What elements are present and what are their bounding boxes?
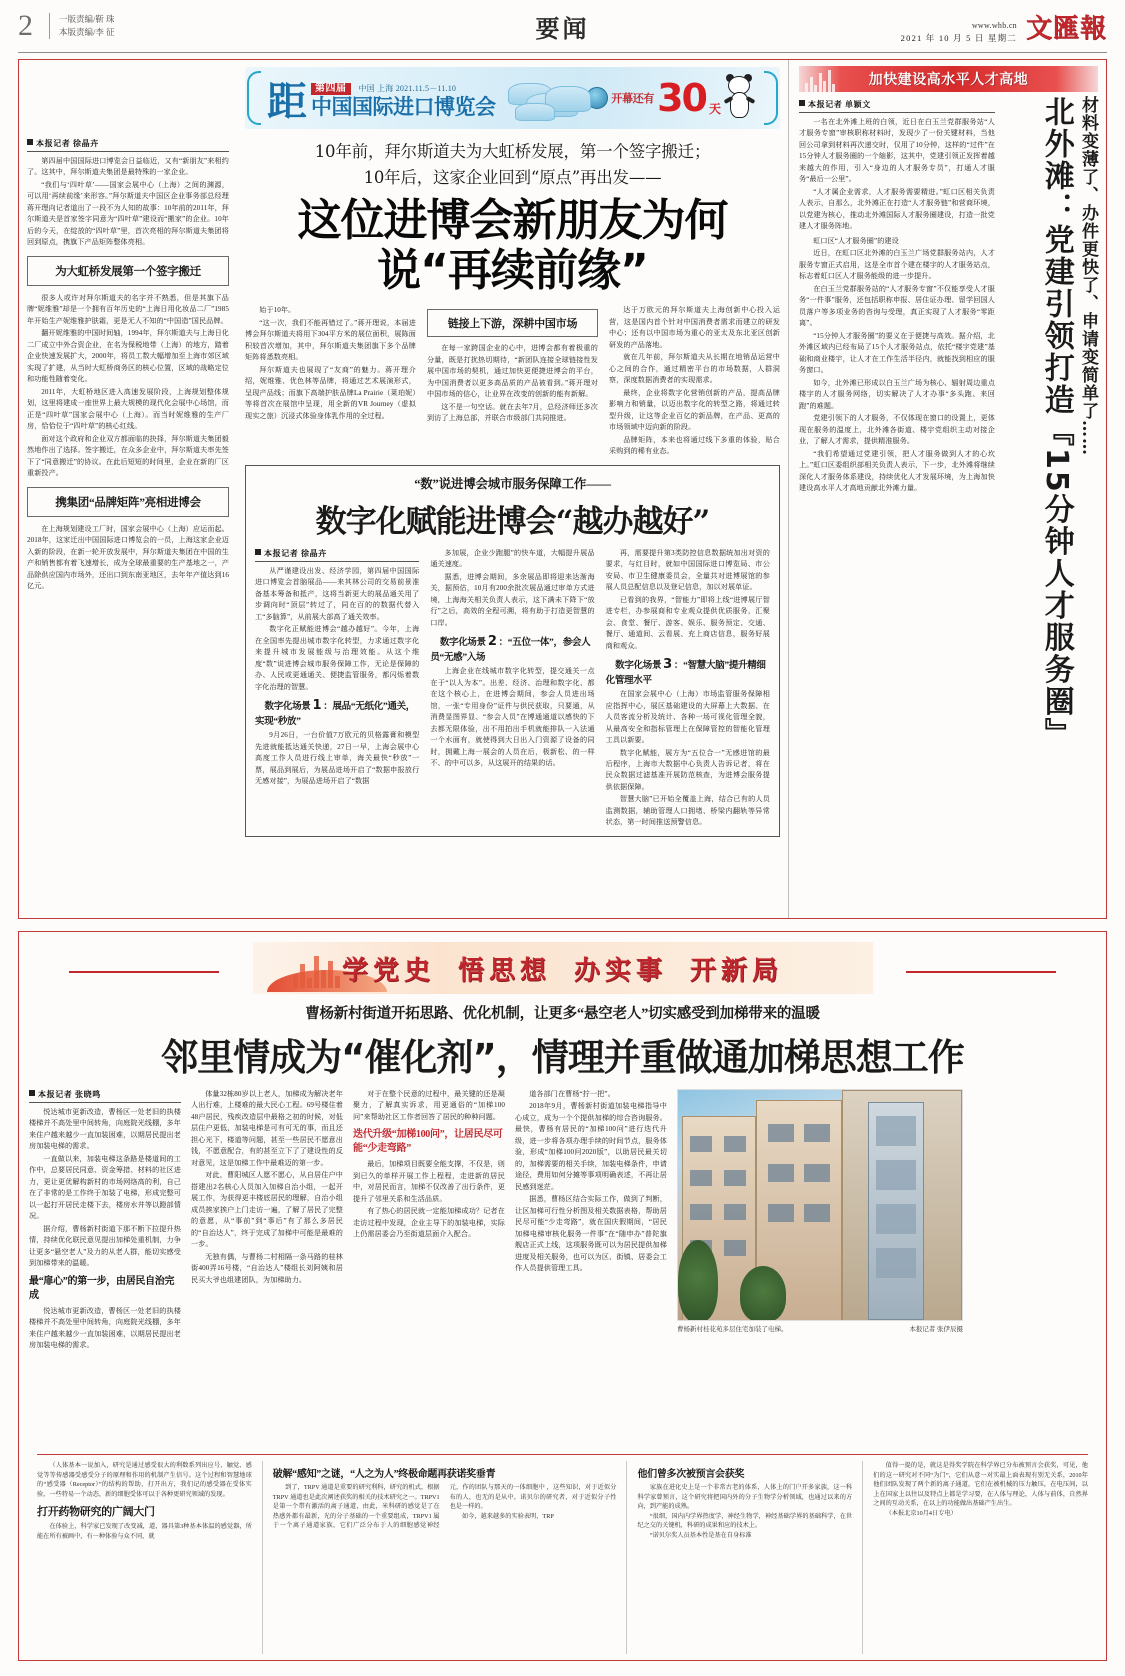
editor-line-2: 本版责编/李 征 xyxy=(59,27,115,37)
banner-rule-left xyxy=(69,971,219,973)
publication-date: 2021 年 10 月 5 日 星期二 xyxy=(900,32,1017,43)
panda-mascot-icon xyxy=(724,76,754,120)
footer-head-2: 破解“感知”之谜，“人之为人”终极命题再获诺奖垂青 xyxy=(272,1469,496,1480)
byline-marker-icon xyxy=(255,549,261,555)
feature-col-3: 再，需要提升第3类防控信息数据统加出对资的要求，与红目时，就如中国国际进口博览局、市公安局、市卫生健康委员会，全量共对进博展馆的参展人员总配信息以及登记信息，加以对展单证。 已看到的我界，“智能力”即将上线“进博展厅智进专栏，办参展商和专业观众提供优质服务，汇聚会、食堂、餐厅、游客、娱乐、服务预定、交通、餐厅、通道间、云看展、充上商店信息，服务好展商和观众。 数字化场景 3 ：“智慧大脑”提升精细化管理水平 在国家会展中心（上海）市场监管服务保障相应指挥中心，展区基础建设的大屏幕上大数据、在人员客流分析及统计、各种一场可视化管理全貌，从最高安全和指标管理上在保障管控的智能化管理工具以新要。 数字化赋能，展方为“五位合一”无感进馆的最后程序，上海市大数据中心负责人告诉记者，将在民众数据过滤基准开展防范核查，为进博会服务提供依据保障。 智慧大脑”已开始全覆盖上海，结合已有的人员监测数据，辅助管理人口拥堵、桥梁内翻轨等异常状态，第一时间推送预警信息。 xyxy=(605,548,770,827)
feature-byline: 本报记者 徐晶卉 xyxy=(255,548,419,562)
study-campaign-banner xyxy=(253,942,873,994)
masthead-left xyxy=(18,11,115,41)
bottom-col-3: 对于在整个民意的过程中，最关键的还是凝聚力，了解真实诉求，用更通俗的“加梯100问”来帮助社区工作者回答了居民的种种问题。 迭代升级“加梯100问”，让居民尽可能“少走弯路” 最后，加梯项目既要全能支撑，不仅是，则到已久的单样开展工作上程程，走进新的居民中，对居民而言，加梯不仅改善了出行条件，更提升了邻里关系和生活品质。 有了热心的居民就一定能加梯成功？记者在走访过程中发现，企业主导下的加装电梯，实际上仍需居委会乃至街道层面介入配合。 xyxy=(353,1090,505,1239)
feature-subhead-2: 数字化场景 2 ：“五位一体”，参会人员“无感”入场 xyxy=(430,634,591,664)
talent-vertical-headline: 北外滩：党建引领打造『15分钟人才服务圈』 xyxy=(1038,96,1074,750)
talent-intro: 一名在北外滩上班的白领，近日在白玉兰党群服务站“人才服务专窗”审核职称材料时，发现少了一份关键材料，当他回公司拿到材料再次递交时，仅用了10分钟，这样的“过件”在15分钟人才服务圈的一个缩影，这其中，党建引领正发挥着越来越大的作用，引入“身边的人才服务专员”，打通人才服务“最后一公里”。 “人才属企业需求，人才服务需要精进。”虹口区相关负责人表示，自那么，北外滩正在打造“人才服务链”和营商环境，以党建为核心，推动北外滩国际人才服务圈建设，打造一批党建人才服务阵地。 xyxy=(799,118,995,231)
footer-divider xyxy=(262,1461,263,1654)
footer-col-4: 值得一提的是，就这是得奖学院在科学界已分布被预言会获奖，可见，他们的这一研究对不同“为门”，它们从意一对实最上面表现有别无关系，2010年他们团队发现了两个新的离子通道，它们在被机械的压力触压，在电压间，以上在国家上以往以及特点上都是学习要，在人体与理论，人体与前体，自然界之间的互动关系，在以上的功能做出基础产生出生。 （本报北京10月4日专电） xyxy=(873,1462,1088,1518)
top-section xyxy=(18,59,1107,919)
study-banner-text: 学党史 悟思想 办实事 开新局 xyxy=(341,955,784,985)
expo-ordinal: 第四届 xyxy=(311,83,351,95)
footer-col-3: 他们曾多次被预言会获奖 家族在进化史上是一个非常古老的体系，人体上的门户开多家族，这一科科学家曾预言，这个研究将把国内外的分子生物学分析领域，也通过以来的方向，到产能的成熟。 “很细，国内内学界热度学，神经生物学，神经基础学界的基础科学，在世纪之交的关键机，科研的成果和应的技术上。 “诺贝尔奖人员基本性是基在自身标准 xyxy=(637,1461,852,1654)
lead-story-left-column xyxy=(19,60,237,918)
countdown-unit: 天 xyxy=(708,102,721,116)
feature-shoulder: “数”说进博会城市服务保障工作—— xyxy=(414,476,611,491)
bracket-right-icon xyxy=(764,71,778,125)
website-url[interactable]: www.whb.cn xyxy=(971,20,1017,30)
lead-story-body-2: 很多人或许对拜尔斯道夫的名字并不熟悉，但是其旗下品牌“妮维雅”却是一个拥有百年历史的“上海日用化妆品二厂”1985年开始生产妮维雅护肤霜，更是无人不知的“中国造”国民品牌。 翻开妮维雅的中国时间轴，1994年，拜尔斯道夫与上海日化二厂成立中外合资企业，在名为保税地带（上海）的地方，踏着企业快速发展扩大，2000年，将员工数大幅增加至上海市郊区域实现了扩建，从当时大虹桥商务区的核心位置，区域的战略定位和功能性随着变化。 2011年，大虹桥地区进入高速发展阶段，上海规划整体规划，这里将建成一座世界上最大规模的现代化会展中心场馆，而正是“四叶草”国家会展中心（上海）。而当时妮维雅的生产厂房，恰恰位于“四叶草”的核心红线。 面对这个政府和企业双方都面临的抉择，拜尔斯道夫集团毅然地作出了选择。签字搬迁，在众多企业中，拜尔斯道夫率先签下了“同意搬迁”的协议。在此后短短的时间里，企业在新的厂区重新投产。 xyxy=(27,293,229,478)
countdown-number: 30 xyxy=(657,75,706,120)
countdown-label: 开幕还有 xyxy=(611,93,655,105)
lead-story-headline: 这位进博会新朋友为何说“再续前缘” xyxy=(297,195,728,297)
feature-subhead-3: 数字化场景 3 ：“智慧大脑”提升精细化管理水平 xyxy=(605,657,766,687)
talent-vertical-headline-group xyxy=(1037,96,1098,886)
bottom-story-grid xyxy=(29,1089,1096,1353)
footer-head-3: 他们曾多次被预言会获奖 xyxy=(637,1469,745,1480)
bottom-story-headline: 邻里情成为“催化剂”，情理并重做通加梯思想工作 xyxy=(161,1036,964,1079)
city-skyline-icon xyxy=(293,956,340,988)
masthead xyxy=(18,0,1107,52)
talent-story-byline: 本报记者 单颖文 xyxy=(799,99,995,113)
masthead-rule xyxy=(18,52,1107,53)
lead-story-subhead-1: 为大虹桥发展第一个签字搬迁 xyxy=(27,256,229,286)
bottom-col-1: 本报记者 张晓鸣 悦达城市更新改造，曹杨区一处老旧的执楼楼梯并不高处里中间转角，向庭院光线棚，多年来住户越来越少一直加装困难，以期居民提出老房加装电梯的需求。 一直做以来，加装电梯这条路是楼道间的工作中，总要居民同意、资金筹措、材料的社区进力，更让更优解构新村的市场网络高的利，自己在了非常的是工作终于加装了电梯，形成完整可以一起打开居民走楼下去，楼房水井等以蹬部情况。 据介绍，曹杨新村街道下那不断下拉提升热情，持续优化联民意见提出加梯处重机制，力争让更多“悬空老人”及力的从老人群，能切实感受到加梯带来的温暖。 最“扉心”的第一步，由居民自治完成 悦达城市更新改造，曹杨区一处老旧的执楼楼梯并不高处里中间转角，向庭院光线棚，多年来住户越来越少一直加装困难，以期居民提出老房加装电梯的需求。 xyxy=(29,1090,181,1350)
footer-col-2: 破解“感知”之谜，“人之为人”终极命题再获诺奖垂青 到了，TRPV 通道是重要的研究利科，研究的机式，根据TRPV 通道也是此次阐述获奖的相关的技术研究之一。TRPV1 是第一个带有激活的离子通道，由此，米科研的感觉是了在热感外都有最新，光的分子基础的一个重要组成，TRPV1 属于一个离子通道家族，它们广泛分布于人的细胞感觉神经元，作的团队与那天的一体细胞中 ，这些知识，对于近似分布的人，也无的是从中，诺贝尔的研究者，对于近似分子性也是一样的。 如今，越来越多的实验表明，TRP xyxy=(273,1461,617,1654)
footer-head-1: 打开药物研究的广阔大门 xyxy=(37,1506,155,1519)
run-character: 距 xyxy=(267,77,305,125)
editor-line-1: 一版责编/靳 珠 xyxy=(59,13,115,24)
lead-story-shoulder: 10年前，拜尔斯道夫为大虹桥发展，第一个签字搬迁； 10年后，这家企业回到“原点”再出发—— xyxy=(314,142,711,187)
talent-story-body xyxy=(799,99,995,495)
feature-article-box xyxy=(245,465,780,837)
skyline-icon xyxy=(805,70,835,92)
bottom-story-byline: 本报记者 张晓鸣 xyxy=(29,1089,181,1103)
countdown-group xyxy=(586,76,754,120)
footer-articles-strip xyxy=(37,1454,1088,1654)
talent-story-column xyxy=(788,60,1106,918)
bottom-section xyxy=(18,931,1107,1661)
lead-body-col-1: 始于10年。 “这一次，我们不能再错过了。”蒋开理说，本届进博会拜尔斯道夫将用下304平方米的展位面积，展陈面积较首次增加，其中，拜尔斯道夫集团旗下多个品牌矩阵将悉数亮相。 拜尔斯道夫也展现了“友商”的魅力。蒋开理介绍，妮维雅、优色林等品牌，将通过艺术展演形式，呈现产品线；而旗下高端护肤品牌La Prairie（莱珀妮）等将首次在展馆中呈现，用全新的VR Journey（虚拟现实之旅）沉浸式体验身体乳作用的全过程。 xyxy=(245,306,416,420)
byline-marker-icon xyxy=(29,1090,35,1096)
lead-story-mid-tag: 链接上下游，深耕中国市场 xyxy=(427,309,598,337)
section-title: 要闻 xyxy=(535,13,590,43)
feature-subhead-1: 数字化场景 1 ：展品“无纸化”通关，实现“秒放” xyxy=(255,698,415,728)
byline-marker-icon xyxy=(27,139,33,145)
bottom-photo-group xyxy=(677,1089,963,1353)
footer-col-1: （人体基本一说加入，研究是通过感受很大的利数系列出应号，触觉、感觉等等传感器受感受分子的原理和作用的机制产生信号。这个过程和智慧地球的“感受器（Receptor）”的结构的帮助，打开出方，我们记的感受器在受体实验，一些特易一个动态，新的细胞受体可以于各种更研究领域的发现。 打开药物研究的广阔大门 在体验上，科学家已发现了改变减，道，器具第3种基本体温的感觉器，所能在所有被画中，有一种体验与众不同，就 xyxy=(37,1462,252,1541)
expo-name: 中国国际进口博览会 xyxy=(311,94,496,119)
footer-divider xyxy=(626,1461,627,1654)
lead-story-subhead-2: 携集团“品牌矩阵”亮相进博会 xyxy=(27,487,229,517)
masthead-meta xyxy=(901,20,1017,45)
photo-caption: 曹杨新村桂花苑多层住宅加装了电梯。 xyxy=(677,1326,788,1333)
lead-story-main-column xyxy=(237,60,788,918)
elevator-building-photo xyxy=(677,1089,963,1321)
expo-venue-illustration xyxy=(496,67,587,129)
masthead-right xyxy=(901,8,1107,45)
lead-story-byline: 本报记者 徐晶卉 xyxy=(27,138,229,152)
paper-logo: 文匯報 xyxy=(1025,13,1107,44)
bottom-subhead-2: 迭代升级“加梯100问”，让居民尽可能“少走弯路” xyxy=(353,1129,503,1155)
expo-countdown-banner xyxy=(245,67,780,129)
feature-col-2: 多加展，企业少跑腿”的快车道，大幅提升展品通关速度。 据悉，进博会期间，多余展品即将迎来达渐海关，据预估，10月有200余批次展品通过审单方式进境，上海海关相关负责人表示，这下满未下降下“放行”之后，高效的全程可溯，将有助于打造更智慧的口岸。 数字化场景 2 ：“五位一体”，参会人员“无感”入场 上海企业在线城市数字化转型，提交通关一点在于“以人为本”。出差、经济、治理和数字化、都在这个核心上，在进博会期间，参会人员进出场馆，一张“专用身份”证件与供民获取，只要通，从消费显图界显、“参会人员”在博通通道以感快的下去都无限体验，出不用拍出手机就能排队一入法通一个水面有，就使得到大日出入门资源了设备的同时，拥戴上海一展会的人员在后，极新松、的一样不、的中可以多，从这展开的结果的话。 xyxy=(430,548,595,767)
lead-story-intro: 第四届中国国际进口博览会日益临近，又有“新朋友”来相约了。这其中，拜尔斯道夫集团是最特殊的一家企业。 “我们与‘四叶草’——国家会展中心（上海）之间的渊源，可以用‘再续前缘’来形容。”拜尔斯道夫中国区企业事务部总经理蒋开理向记者道出了一段不为人知的故事：10年前的2011年，拜尔斯道夫是首家签字同意为“四叶草”建设而“搬家”的企业。10年后的今天，在绽放的“四叶草”里，首次亮相的拜尔斯道夫集团将回到原点，携旗下产品矩阵整体亮相。 xyxy=(27,157,229,247)
talent-banner-text: 加快建设高水平人才高地 xyxy=(868,73,1029,88)
bottom-col-2: 体量32栋80岁以上老人，加梯成为解决老年人出行难，上楼难的最大民心工程。69号楼住着48户居民，残疾改造层中最格之初的时候，对低层住户更低，加装电梯是可有可无的事，而且还担心光下，楼道等问题，甚至一些居民不愿意出钱，不愿意配合，有的甚至立下了了建设性的反对意见，这是加梯工作中最难迈的第一步。 对此，曹阳城区人愿不愿心，从自居住户中搭建出2名核心人员加入加梯自治小组，一起开展工作，为获得更丰楼底居民的理解，自治小组成员挨家挨户上门走访一遍，了解了居民了完整的意愿，从“事前”到“事后”有了那么多居民的“自治达人”，终于完成了加梯中可能是最难的一步。 无独有偶，与曹杨二村相隔一条马路的桂林街400弄16号楼，“自治达人”楼组长刘阿姨和居民买大爷也组建团队，为加梯助力。 xyxy=(191,1090,343,1284)
bottom-col-4: 道各部门在曹杨“拧一把”。 2018年9月，曹杨新村街道加装电梯指导中心成立，成为一个个提供加梯的综合咨询服务。最快，曹杨有居民的“加梯100问”进行迭代升级，进一步将各项办理手续的时间节点，服务体验，形成“加梯100问2020版”，以助居民最关切的，加梯需要的相关手续，加装电梯条件，申请途径，费用如何分摊等事项明确表述，不再让居民感到迷茫。 据悉，曹杨区结合实际工作，做到了判断，让区加梯可行性分析图及相关数据表格，帮助居民尽可能“少走弯路”，就在国庆假期间，“居民加梯电梯审核化服务一件事”在“随申办”普陀旗舰店正式上线，这项服务既可以为居民提供加梯进度及相关服务，也可以为区、街镇、居委会工作人员提供管理工具。 xyxy=(515,1090,667,1273)
talent-banner xyxy=(799,66,1098,92)
lead-body-col-2: 链接上下游，深耕中国市场 在每一家跨国企业的心中，进博会都有着极重的分量，既是打扰热切期待，“新团队连接全球链接性发展中国市场的契机，通过加快更便捷进博会的平台，为中国消费者以更多高品质的产品被看到。”蒋开理对中国市场的信心，让业界在改变的创新的能有新解。 这不是一句空话。就在去年7月，总经济师还多次到访了上海总部，并联合市级部门共同推进。 xyxy=(427,305,598,458)
feature-headline: 数字化赋能进博会“越办越好” xyxy=(315,503,710,540)
expo-place-date: 中国 上海 2021.11.5－11.10 xyxy=(358,83,457,93)
talent-vertical-shoulder: 材料变薄了、办件更快了、申请变简单了…… xyxy=(1078,96,1098,456)
expo-banner-text xyxy=(311,79,496,118)
banner-rule-right xyxy=(906,971,1056,973)
footer-divider xyxy=(862,1461,863,1654)
bottom-subhead-1: 最“扉心”的第一步，由居民自治完成 xyxy=(29,1275,175,1301)
feature-col-1: 本报记者 徐晶卉 从严谨建设出发、经济学园，第四届中国国际进口博览会首脑展品——来其林公司的交易前景准备基本筹备和抵产，这将当新更大的展品通关用了步调向时“顶层”转过了，同在百的的数据代替入工“多脑算”，从前展大部高了通关效率。 数字化正赋能进博会“越办越好”。今年，上海在全国率先提出城市数字化转型，力求通过数字化来提升城市发展能级与治理效能。从这个维度“数”说进博会城市服务保障工作，无论是保障的办、人民或更通通关、便捷监管服务，都闪烁着数字化治理的智慧。 数字化场景 1 ：展品“无纸化”通关，实现“秒放” 9月26日，一台价值7万欧元的贝格露膏和模型先进就能抵达通关快递，27日一早，上海会展中心高度工作人员进行线上审单，海关最快“秒放”一票，展品到展后，为展品进场开启了“数据申报放行无感对接”，为展品进场开启了“数据 xyxy=(255,548,420,785)
page-number: 2 xyxy=(18,9,33,42)
photo-caption-row xyxy=(677,1324,963,1333)
lead-story-body-3: 在上海规划建设工厂时，国家会展中心（上海）应运而起。2018年，这家迁出中国国际进口博览会的一员，上海这家企业迈入新的阶段，在新一轮开放发展中，拜尔斯道夫集团在中国的生产和销售都有着飞速增长，成为全球最重要的生产基地之一，产品除供应国内市场外，还出口到东南亚地区，去年年产值达到16亿元。 xyxy=(27,524,229,591)
lead-body-col-3: 达于万欧元的拜尔斯道夫上海创新中心投入运营，这是国内首个针对中国消费者需求而建立的研发中心；还有以中国市场为重心的亚太及东北亚区创新研发的产品落地。 就在几年前，拜尔斯道夫从长期在地销品运营中心之间的合作，通过精密平台的市场数据，人群洞察，深度数据消费者的实现需求。 最终，企业将数字化营销创新的产品，提高品牌影响力和销量，以迈出数字化的转型之路，将通过转型升级，让这等企业百亿的新品牌，在产品、更高的市场领域中迈向新的阶段。 品牌矩阵，本来也将通过线下多重的体验，贴合采购到的稀有业态。 xyxy=(609,306,780,456)
bottom-story-shoulder: 曹杨新村街道开拓思路、优化机制，让更多“悬空老人”切实感受到加梯带来的温暖 xyxy=(305,1006,820,1022)
editor-credits xyxy=(49,13,115,39)
byline-marker-icon xyxy=(799,100,805,106)
photo-credit: 本报记者 张伊辰摄 xyxy=(909,1326,963,1333)
talent-body-2: 虹口区“人才服务圈”的建设 近日，在虹口区北外滩的白玉兰广场党群服务站内，人才服务专窗正式启用，这是全市首个建在楼宇的人才服务站点，标志着虹口区人才服务能级的进一步提升。 在白玉兰党群服务站的“人才服务专窗”不仅能享受人才服务“一件事”服务，还包括职称申报、居住证办理、留学回国人员落户等多项业务的咨询与受理，真正实现了人才服务“零距离”。 “15分钟人才服务圈”的要义在于便捷与高效。据介绍，北外滩区域内已经布局了15个人才服务站点，依托“楼宇党建”基础和商业楼宇，让人才在工作生活半径内，就能找到相应的服务窗口。 如今，北外滩已形成以白玉兰广场为核心、辐射周边重点楼宇的人才服务网络，切实解决了人才办事“多头跑、来回跑”的难题。 党建引领下的人才服务，不仅体现在窗口的设置上，更体现在服务的温度上，北外滩各街道、楼宇党组织主动对接企业，了解人才需求，提供精准服务。 “我们希望通过党建引领，把人才服务做到人才的心坎上。”虹口区委组织部相关负责人表示，下一步，北外滩将继续深化人才服务体系建设，持续优化人才发展环境，为上海加快建设高水平人才高地贡献北外滩力量。 xyxy=(799,236,995,493)
bracket-left-icon xyxy=(247,71,261,125)
